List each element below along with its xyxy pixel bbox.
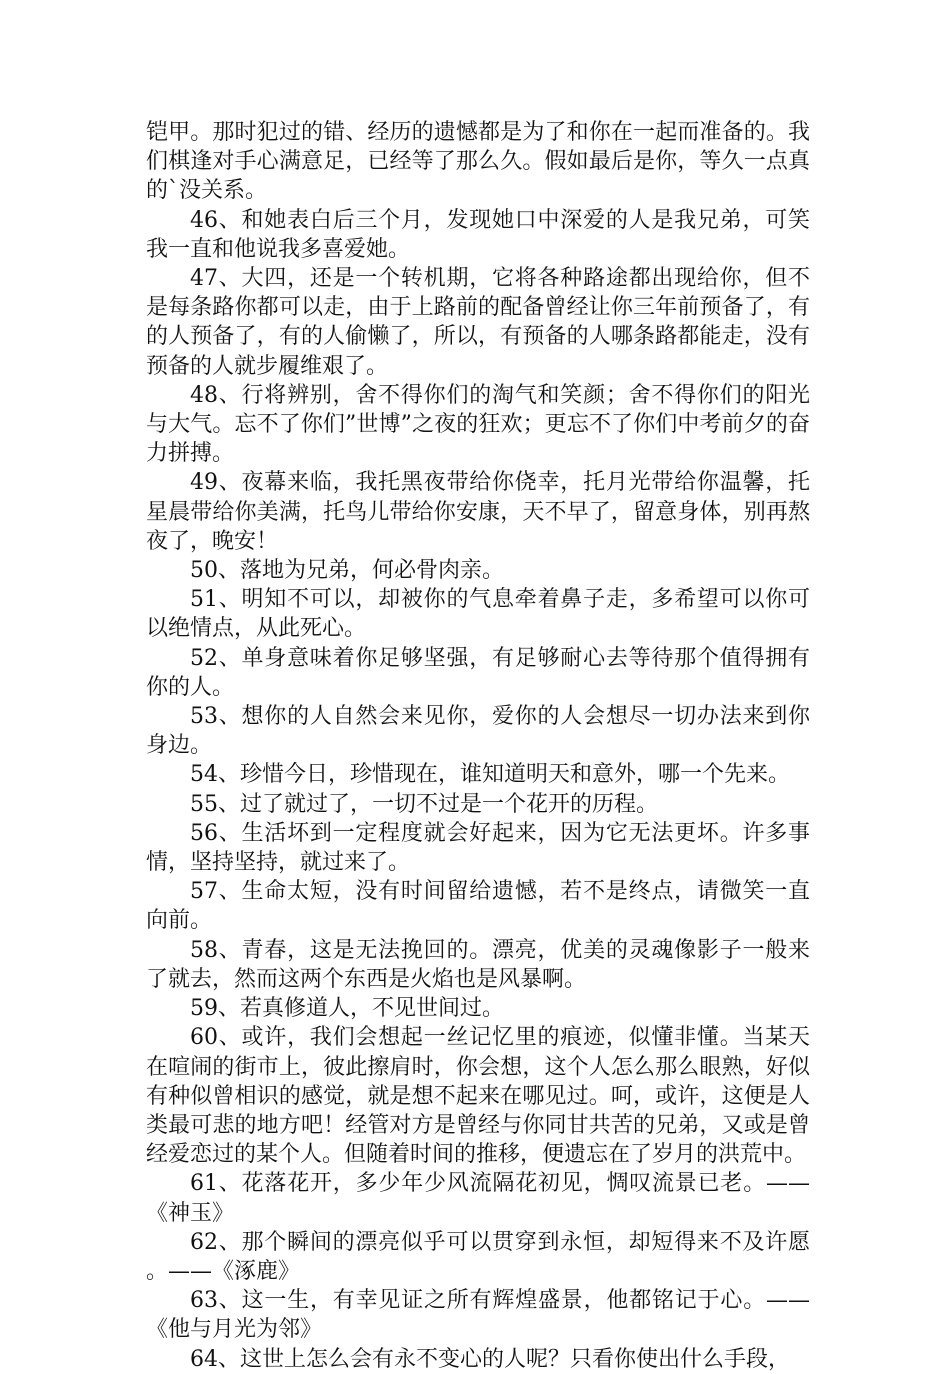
paragraph-52: 52、单身意味着你足够坚强，有足够耐心去等待那个值得拥有你的人。 (146, 645, 810, 700)
paragraph-58: 58、青春，这是无法挽回的。漂亮，优美的灵魂像影子一般来了就去，然而这两个东西是火焰也是风暴啊。 (146, 937, 810, 992)
paragraph-57: 57、生命太短，没有时间留给遗憾，若不是终点，请微笑一直向前。 (146, 879, 810, 934)
paragraph-63: 63、这一生，有幸见证之所有辉煌盛景，他都铭记于心。——《他与月光为邻》 (146, 1288, 810, 1343)
paragraph-62: 62、那个瞬间的漂亮似乎可以贯穿到永恒，却短得来不及许愿。——《涿鹿》 (146, 1229, 810, 1284)
paragraph-50: 50、落地为兄弟，何必骨肉亲。 (190, 558, 504, 584)
paragraph-46: 46、和她表白后三个月，发现她口中深爱的人是我兄弟，可笑我一直和他说我多喜爱她。 (146, 207, 810, 262)
paragraph-55: 55、过了就过了，一切不过是一个花开的历程。 (190, 791, 658, 817)
paragraph-54: 54、珍惜今日，珍惜现在，谁知道明天和意外，哪一个先来。 (190, 762, 790, 788)
paragraph-47: 47、大四，还是一个转机期，它将各种路途都出现给你，但不是每条路你都可以走，由于上路前的配备曾经让你三年前预备了，有的人预备了，有的人偷懒了，所以，有预备的人哪条路都能走，没有预备的人就步履维艰了。 (146, 266, 810, 379)
document-body (146, 118, 810, 1374)
paragraph-53: 53、想你的人自然会来见你，爱你的人会想尽一切办法来到你身边。 (146, 704, 810, 759)
paragraph-51: 51、明知不可以，却被你的气息牵着鼻子走，多希望可以你可以绝情点，从此死心。 (146, 587, 810, 642)
paragraph-49: 49、夜幕来临，我托黑夜带给你侥幸，托月光带给你温馨，托星晨带给你美满，托鸟儿带给你安康，天不早了，留意身体，别再熬夜了，晚安！ (146, 470, 810, 554)
paragraph-48: 48、行将辨别，舍不得你们的淘气和笑颜；舍不得你们的阳光与大气。忘不了你们”世博”之夜的狂欢；更忘不了你们中考前夕的奋力拼搏。 (146, 382, 810, 467)
paragraph-56: 56、生活坏到一定程度就会好起来，因为它无法更坏。许多事情，坚持坚持，就过来了。 (146, 820, 810, 876)
paragraph-continuation: 铠甲。那时犯过的错、经历的遗憾都是为了和你在一起而准备的。我们棋逢对手心满意足，已经等了那么久。假如最后是你，等久一点真的`没关系。 (146, 120, 810, 204)
paragraph-59: 59、若真修道人，不见世间过。 (190, 996, 504, 1022)
paragraph-64: 64、这世上怎么会有永不变心的人呢？只看你使出什么手段， (190, 1346, 790, 1372)
paragraph-61: 61、花落花开，多少年少风流隔花初见，惆叹流景已老。——《神玉》 (146, 1171, 810, 1226)
paragraph-60: 60、或许，我们会想起一丝记忆里的痕迹，似懂非懂。当某天在喧闹的街市上，彼此擦肩时，你会想，这个人怎么那么眼熟，好似有种似曾相识的感觉，就是想不起来在哪见过。呵，或许，这便是人类最可悲的地方吧！经管对方是曾经与你同甘共苦的兄弟，又或是曾经爱恋过的某个人。但随着时间的推移，便遗忘在了岁月的洪荒中。 (146, 1025, 810, 1168)
